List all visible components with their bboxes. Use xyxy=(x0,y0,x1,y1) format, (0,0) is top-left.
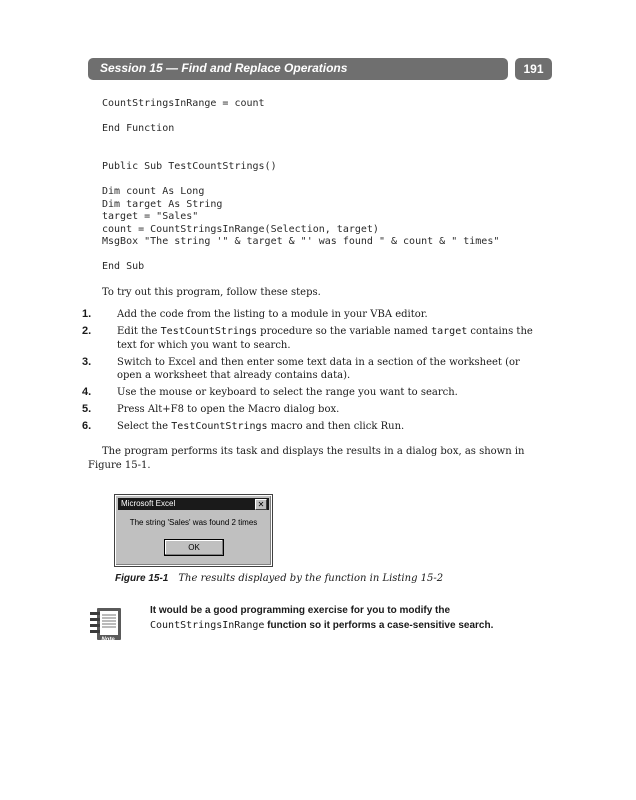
steps-list xyxy=(80,308,540,437)
step-item xyxy=(80,356,540,383)
note-code: CountStringsInRange xyxy=(150,620,265,631)
close-icon[interactable]: ✕ xyxy=(255,499,267,510)
step-number: 1. xyxy=(82,308,92,320)
step-text-post: macro and then click Run. xyxy=(267,421,405,432)
step-code: TestCountStrings xyxy=(171,421,268,432)
step-number: 4. xyxy=(82,386,92,398)
step-number: 2. xyxy=(82,325,92,337)
step-text: Add the code from the listing to a module in your VBA editor. xyxy=(117,309,428,320)
note-icon-label: Note xyxy=(101,637,115,643)
running-header xyxy=(88,58,508,80)
step-item xyxy=(80,403,540,417)
dialog-title: Microsoft Excel xyxy=(121,499,176,508)
step-text-post: contains the text for which you want to search. xyxy=(117,326,533,351)
step-code-2: target xyxy=(431,326,468,337)
result-paragraph: The program performs its task and displays the results in a dialog box, as shown in Figure 15-1. xyxy=(88,446,525,471)
step-text: Switch to Excel and then enter some text data in a section of the worksheet (or open a worksheet that already contains data). xyxy=(117,356,520,381)
step-item xyxy=(80,325,540,352)
page-number: 191 xyxy=(523,62,544,76)
figure-label: Figure 15-1 xyxy=(115,573,169,584)
figure-caption-text: The results displayed by the function in Listing 15-2 xyxy=(178,573,444,584)
ok-button[interactable]: OK xyxy=(164,539,224,556)
step-number: 5. xyxy=(82,403,92,415)
excel-message-dialog xyxy=(115,495,272,566)
step-text-pre: Edit the xyxy=(117,326,161,337)
step-item xyxy=(80,308,540,322)
step-number: 6. xyxy=(82,420,92,432)
intro-paragraph: To try out this program, follow these steps. xyxy=(102,287,321,298)
note-text xyxy=(150,603,550,633)
dialog-message: The string 'Sales' was found 2 times xyxy=(129,518,258,527)
code-block-end-function: CountStringsInRange = count End Function xyxy=(102,98,265,134)
step-text-mid: procedure so the variable named xyxy=(256,326,432,337)
step-code: TestCountStrings xyxy=(160,326,257,337)
dialog-title-bar xyxy=(118,498,269,510)
step-number: 3. xyxy=(82,355,92,368)
note-icon xyxy=(88,604,128,644)
header-title: Session 15 — Find and Replace Operations xyxy=(100,61,348,75)
note-text-pre: It would be a good programming exercise for you to modify the xyxy=(150,605,451,616)
note-text-post: function so it performs a case-sensitive search. xyxy=(264,620,494,631)
page-number-box xyxy=(515,58,552,80)
step-text: Use the mouse or keyboard to select the range you want to search. xyxy=(117,387,458,398)
code-block-test-sub: Public Sub TestCountStrings() Dim count As Long Dim target As String target = "Sales" count = CountStringsInRange(Selection, target) MsgBox "The string '" & target & "' was found " & count & " times" End Sub xyxy=(102,161,500,272)
figure-caption xyxy=(115,573,443,584)
step-text-pre: Select the xyxy=(117,421,172,432)
step-text: Press Alt+F8 to open the Macro dialog box. xyxy=(117,404,340,415)
step-item xyxy=(80,386,540,400)
step-item xyxy=(80,420,540,434)
